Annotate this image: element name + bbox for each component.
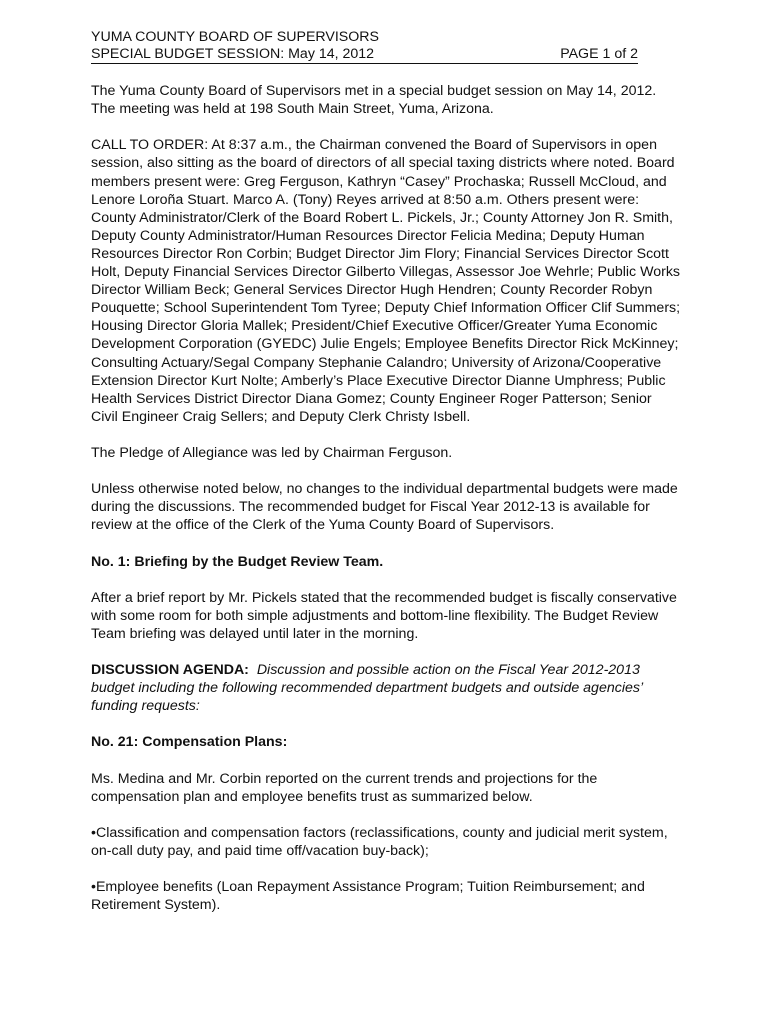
header-title: YUMA COUNTY BOARD OF SUPERVISORS	[91, 29, 380, 45]
intro-paragraph: The Yuma County Board of Supervisors met in a special budget session on May 14, 2012. The meeting was held at 198 South Main Street, Yuma, Arizona.	[91, 83, 657, 118]
notes-paragraph: Unless otherwise noted below, no changes to the individual departmental budgets were made during the discussions. The recommended budget for Fiscal Year 2012-13 is available for review at the office of the Clerk of the Yuma County Board of Supervisors.	[91, 481, 678, 534]
item21-paragraph: Ms. Medina and Mr. Corbin reported on the current trends and projections for the compensation plan and employee benefits trust as summarized below.	[91, 770, 598, 805]
item1-paragraph: After a brief report by Mr. Pickels stated that the recommended budget is fiscally conservative with some room for both simple adjustments and bottom-line flexibility. The Budget Review Team briefing was delayed until later in the morning.	[91, 589, 677, 642]
document-page	[91, 28, 681, 914]
discussion-agenda-text: Discussion and possible action on the Fiscal Year 2012-2013 budget including the following recommended department budgets and outside agencies’ funding requests:	[91, 662, 643, 715]
discussion-agenda-paragraph	[91, 661, 681, 715]
discussion-agenda-label: DISCUSSION AGENDA:	[91, 662, 249, 679]
pledge-paragraph: The Pledge of Allegiance was led by Chairman Ferguson.	[91, 444, 453, 461]
page-number: PAGE 1 of 2	[560, 46, 638, 63]
bullet-classification: •Classification and compensation factors (reclassifications, county and judicial merit system, on-call duty pay, and paid time off/vacation buy-back);	[91, 824, 668, 860]
call-to-order-paragraph: CALL TO ORDER: At 8:37 a.m., the Chairman convened the Board of Supervisors in open session, also sitting as the board of directors of all special taxing districts where noted. Board members present were: Greg Ferguson, Kathryn “Casey” Prochaska; Russell McCloud, and Lenore Loroña Stuart. Marco A. (Tony) Reyes arrived at 8:50 a.m. Others present were: County Administrator/Clerk of the Board Robert L. Pickels, Jr.; County Attorney Jon R. Smith, Deputy County Administrator/Human Resources Director Felicia Medina; Deputy Human Resources Director Ron Corbin; Budget Director Jim Flory; Financial Services Director Scott Holt, Deputy Financial Services Director Gilberto Villegas, Assessor Joe Wehrle; Public Works Director William Beck; General Services Director Hugh Hendren; County Recorder Robyn Pouquette; School Superintendent Tom Tyree; Deputy Chief Information Officer Clif Summers; Housing Director Gloria Mallek; President/Chief Executive Officer/Greater Yuma Economic Development Corporation (GYEDC) Julie Engels; Employee Benefits Director Rick McKinney; Consulting Actuary/Segal Company Stephanie Calandro; University of Arizona/Cooperative Extension Director Kurt Nolte; Amberly’s Place Executive Director Dianne Umphress; Public Health Services District Director Diana Gomez; County Engineer Roger Patterson; Senior Civil Engineer Craig Sellers; and Deputy Clerk Christy Isbell.	[91, 137, 681, 425]
header-session-row	[91, 46, 638, 64]
session-title: SPECIAL BUDGET SESSION: May 14, 2012	[91, 46, 375, 63]
item21-heading: No. 21: Compensation Plans:	[91, 734, 288, 751]
item1-heading: No. 1: Briefing by the Budget Review Team.	[91, 553, 384, 570]
bullet-employee-benefits: •Employee benefits (Loan Repayment Assistance Program; Tuition Reimbursement; and Retirement System).	[91, 879, 645, 914]
